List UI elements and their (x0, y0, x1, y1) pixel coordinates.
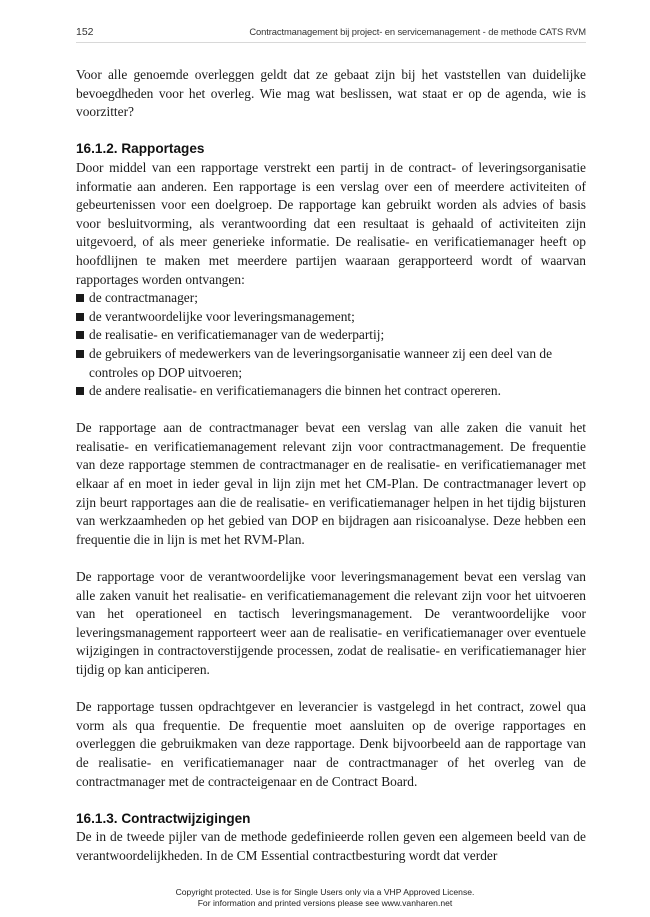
list-item: de contractmanager; (76, 289, 586, 308)
paragraph: De rapportage voor de verantwoordelijke voor leveringsmanagement bevat een verslag van alle zaken vanuit het realisatie- en verificatiemanagement die relevant zijn voor het uitvoeren van het operationeel en tactisch leveringsmanagement. De verantwoordelijke voor leveringsmanagement rapporteert weer aan de realisatie- en verificatiemanager over eventuele wijzigingen in contractoverstijgende processen, zodat de realisatie- en verificatiemanager hier tijdig op kan anticiperen. (76, 569, 586, 677)
list-item: de realisatie- en verificatiemanager van de wederpartij; (76, 326, 586, 345)
paragraph: De in de tweede pijler van de methode gedefinieerde rollen geven een algemeen beeld van de verantwoordelijkheden. In de CM Essential contractbesturing wordt dat verder (76, 829, 586, 863)
paragraph: Door middel van een rapportage verstrekt een partij in de contract- of leveringsorganisatie informatie aan anderen. Een rapportage is een verslag over een of meerdere activiteiten of gebeurtenissen voor een doelgroep. De rapportage kan gebruikt worden als advies of basis voor besluitvorming, als verantwoording dat een resultaat is gehaald of activiteiten zijn uitgevoerd, of als meer generieke informatie. De realisatie- en verificatiemanager heeft op hoofdlijnen te maken met meerdere partijen waaraan gerapporteerd wordt of waarvan rapportages worden ontvangen: (76, 159, 586, 287)
footer-line: Copyright protected. Use is for Single Users only via a VHP Approved License. (175, 887, 475, 897)
section-heading-contractwijzigingen: 16.1.3. Contractwijzigingen (76, 810, 251, 826)
paragraph: De rapportage aan de contractmanager bevat een verslag van alle zaken die vanuit het realisatie- en verificatiemanagement relevant zijn voor contractmanagement. De frequentie van deze rapportage stemmen de contractmanager en de realisatie- en verificatiemanager met elkaar af en moet in ieder geval in lijn zijn met het CM-Plan. De contractmanager levert op zijn beurt rapportages aan die de realisatie- en verificatiemanager helpen in het tijdig bijsturen van werkzaamheden op het gebied van DOP en bijdragen aan risicoanalyse. Deze hebben een frequentie die in lijn is met het RVM-Plan. (76, 420, 586, 547)
footer-line: For information and printed versions please see www.vanharen.net (197, 897, 453, 908)
page-number: 152 (76, 26, 94, 38)
bullet-list (76, 289, 586, 401)
running-title: Contractmanagement bij project- en servicemanagement - de methode CATS RVM (249, 26, 586, 37)
section-heading-rapportages: 16.1.2. Rapportages (76, 141, 205, 157)
list-item: de verantwoordelijke voor leveringsmanagement; (76, 308, 586, 327)
paragraph: Voor alle genoemde overleggen geldt dat ze gebaat zijn bij het vaststellen van duidelijke bevoegdheden voor het overleg. Wie mag wat beslissen, wat staat er op de agenda, wie is voorzitter? (76, 67, 586, 120)
list-item: de andere realisatie- en verificatiemanagers die binnen het contract opereren. (76, 382, 586, 401)
copyright-footer (0, 887, 650, 908)
page-body (76, 66, 586, 866)
running-header (76, 26, 586, 43)
list-item: de gebruikers of medewerkers van de leveringsorganisatie wanneer zij een deel van de controles op DOP uitvoeren; (76, 345, 586, 382)
paragraph: De rapportage tussen opdrachtgever en leverancier is vastgelegd in het contract, zowel qua vorm als qua frequentie. De frequentie moet aansluiten op de overige rapportages en overleggen die gebruikmaken van deze rapportage. Denk bijvoorbeeld aan de rapportage van de realisatie- en verificatiemanager naar de contractmanager of het overleg van de contractmanager met de contracteigenaar en de Contract Board. (76, 699, 586, 789)
